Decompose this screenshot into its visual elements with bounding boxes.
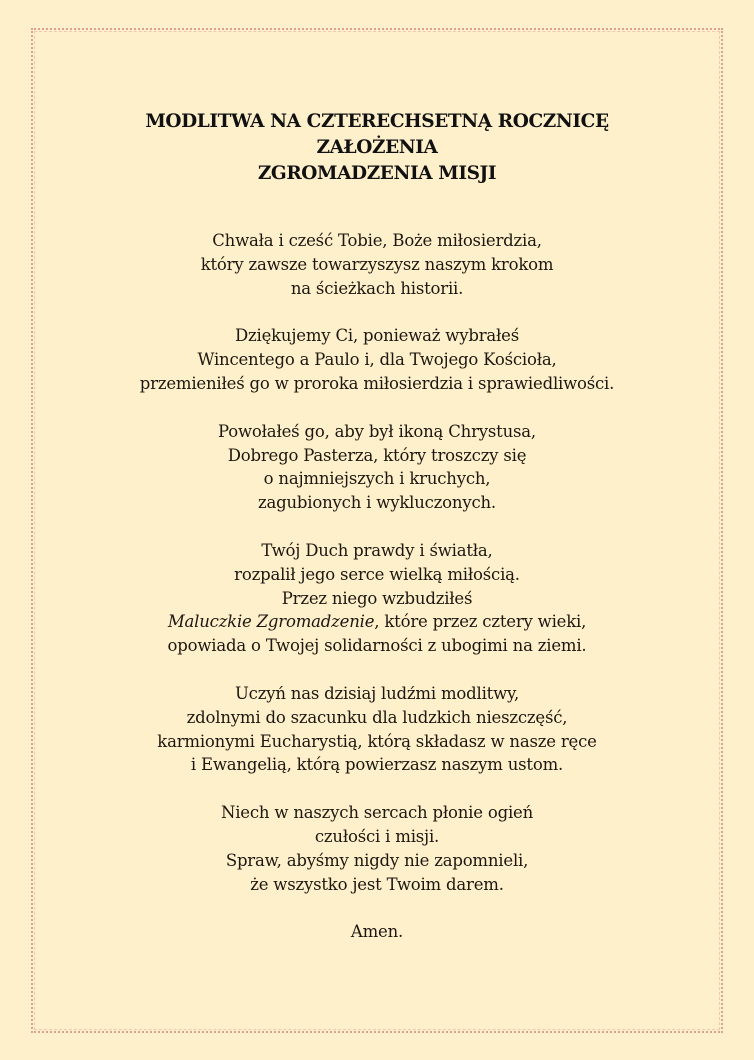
verse-line: Dziękujemy Ci, ponieważ wybrałeś — [234, 326, 520, 346]
title-line: ZAŁOŻENIA — [316, 137, 438, 158]
verse-line: czułości i misji. — [314, 826, 440, 846]
verse-line: Powołałeś go, aby był ikoną Chrystusa, — [218, 421, 536, 441]
verse-line: Uczyń nas dzisiaj ludźmi modlitwy, — [234, 683, 520, 703]
verse-line: zagubionych i wykluczonych. — [258, 493, 496, 513]
prayer-body — [60, 229, 694, 944]
verse-line: Wincentego a Paulo i, dla Twojego Kościoła, — [197, 350, 557, 370]
stanza-5 — [60, 682, 694, 777]
stanza-2 — [60, 324, 694, 395]
verse-line-rest: , które przez cztery wieki, — [374, 612, 587, 632]
verse-line: Przez niego wzbudziłeś — [281, 588, 473, 608]
verse-line: że wszystko jest Twoim darem. — [250, 874, 504, 894]
verse-line: zdolnymi do szacunku dla ludzkich nieszczęść, — [186, 707, 568, 727]
verse-line: na ścieżkach historii. — [290, 278, 464, 298]
verse-line: Amen. — [350, 922, 404, 942]
italic-congregation-name: Maluczkie Zgromadzenie — [167, 612, 375, 632]
verse-line: Niech w naszych sercach płonie ogień — [220, 803, 534, 823]
stanza-6 — [60, 801, 694, 896]
stanza-4 — [60, 539, 694, 658]
verse-line: i Ewangelią, którą powierzasz naszym ustom. — [190, 755, 564, 775]
verse-line-mixed — [60, 610, 694, 634]
verse-line: Spraw, abyśmy nigdy nie zapomnieli, — [225, 850, 529, 870]
prayer-title — [60, 109, 694, 187]
verse-line: który zawsze towarzyszysz naszym krokom — [200, 254, 554, 274]
stanza-3 — [60, 420, 694, 515]
verse-line: Chwała i cześć Tobie, Boże miłosierdzia, — [212, 231, 542, 250]
verse-line: przemieniłeś go w proroka miłosierdzia i sprawiedliwości. — [139, 373, 615, 393]
verse-line: karmionymi Eucharystią, którą składasz w nasze ręce — [157, 731, 597, 751]
amen — [60, 920, 694, 944]
prayer-document — [60, 109, 694, 968]
verse-line: Dobrego Pasterza, który troszczy się — [227, 445, 527, 465]
stanza-1 — [60, 229, 694, 300]
title-line: MODLITWA NA CZTERECHSETNĄ ROCZNICĘ — [145, 111, 609, 132]
verse-line: opowiada o Twojej solidarności z ubogimi na ziemi. — [167, 636, 587, 656]
verse-line: rozpalił jego serce wielką miłością. — [234, 564, 520, 584]
title-line: ZGROMADZENIA MISJI — [257, 163, 497, 184]
verse-line: Twój Duch prawdy i światła, — [261, 540, 493, 560]
verse-line: o najmniejszych i kruchych, — [263, 469, 491, 489]
